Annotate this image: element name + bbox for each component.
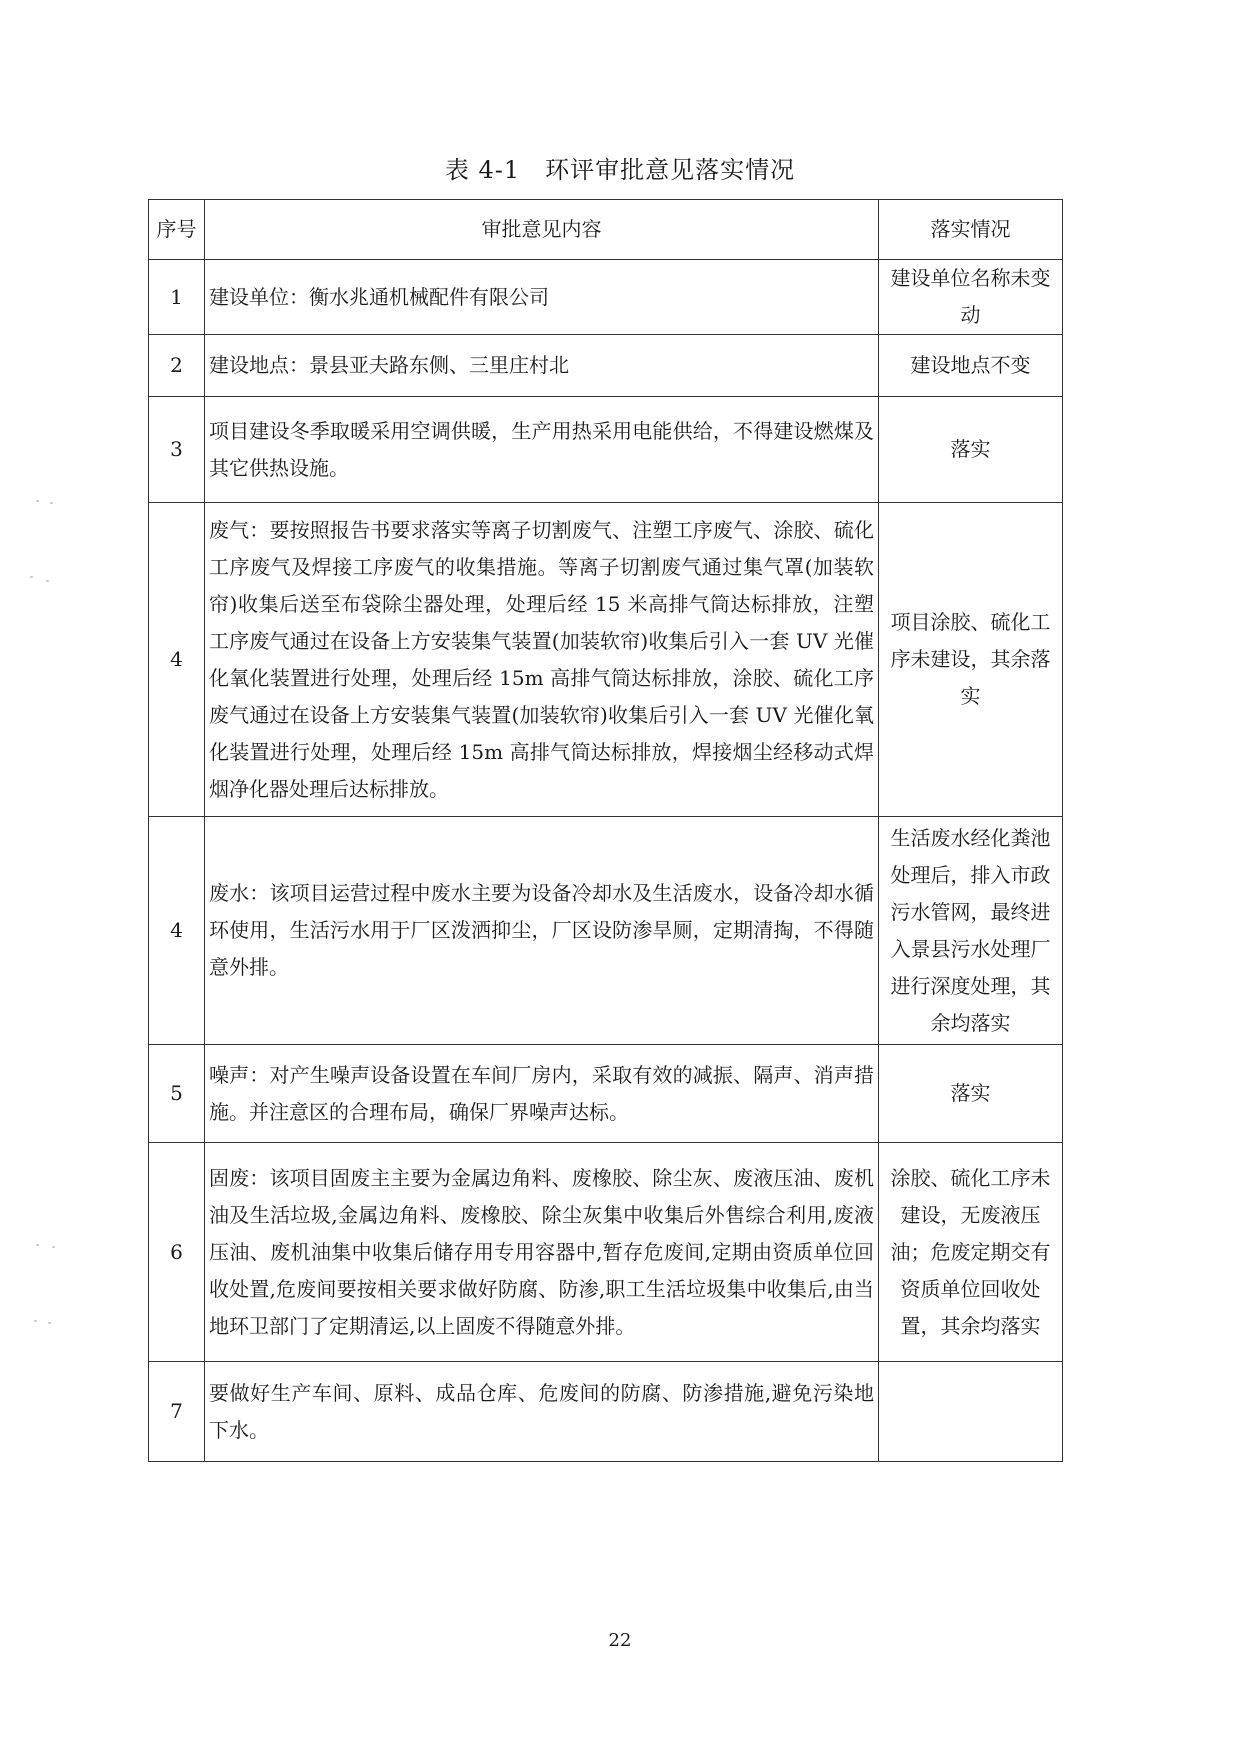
table-row	[149, 397, 1063, 503]
row-content: 废气：要按照报告书要求落实等离子切割废气、注塑工序废气、涂胶、硫化工序废气及焊接工序废气的收集措施。等离子切割废气通过集气罩(加装软帘)收集后送至布袋除尘器处理，处理后经 15 米高排气筒达标排放，注塑工序废气通过在设备上方安装集气装置(加装软帘)收集后引入一套 UV 光催化氧化装置进行处理，处理后经 15m 高排气筒达标排放，涂胶、硫化工序废气通过在设备上方安装集气装置(加装软帘)收集后引入一套 UV 光催化氧化装置进行处理，处理后经 15m 高排气筒达标排放，焊接烟尘经移动式焊烟净化器处理后达标排放。	[205, 503, 879, 817]
table-title: 表 4-1 环评审批意见落实情况	[444, 156, 796, 184]
row-seq: 3	[149, 397, 205, 503]
row-seq: 2	[149, 335, 205, 397]
row-seq: 4	[149, 817, 205, 1045]
scan-speck	[52, 1246, 55, 1248]
scan-speck	[30, 576, 33, 578]
row-status: 生活废水经化粪池处理后，排入市政污水管网，最终进入景县污水处理厂进行深度处理，其余均落实	[879, 817, 1063, 1045]
row-status: 项目涂胶、硫化工序未建设，其余落实	[879, 503, 1063, 817]
row-content: 项目建设冬季取暖采用空调供暖，生产用热采用电能供给，不得建设燃煤及其它供热设施。	[205, 397, 879, 503]
table-row	[149, 1143, 1063, 1362]
table-row	[149, 503, 1063, 817]
row-content: 建设地点：景县亚夫路东侧、三里庄村北	[205, 335, 879, 397]
row-status	[879, 1362, 1063, 1462]
scan-speck	[36, 1244, 39, 1246]
table-row	[149, 817, 1063, 1045]
approval-table	[148, 199, 1063, 1462]
page-number: 22	[608, 1630, 632, 1651]
scan-speck	[46, 580, 49, 582]
scan-speck	[50, 502, 53, 504]
row-content: 废水：该项目运营过程中废水主要为设备冷却水及生活废水，设备冷却水循环使用，生活污水用于厂区泼洒抑尘，厂区设防渗旱厕，定期清掏，不得随意外排。	[205, 817, 879, 1045]
scan-speck	[36, 500, 39, 502]
row-status: 建设地点不变	[879, 335, 1063, 397]
header-content: 审批意见内容	[205, 200, 879, 260]
row-seq: 6	[149, 1143, 205, 1362]
row-content: 要做好生产车间、原料、成品仓库、危废间的防腐、防渗措施,避免污染地下水。	[205, 1362, 879, 1462]
header-seq: 序号	[149, 200, 205, 260]
row-status: 落实	[879, 1045, 1063, 1143]
row-status: 落实	[879, 397, 1063, 503]
row-content: 建设单位：衡水兆通机械配件有限公司	[205, 260, 879, 335]
row-status: 建设单位名称未变动	[879, 260, 1063, 335]
row-seq: 7	[149, 1362, 205, 1462]
header-status: 落实情况	[879, 200, 1063, 260]
scan-speck	[48, 1322, 51, 1324]
row-seq: 4	[149, 503, 205, 817]
row-content: 噪声：对产生噪声设备设置在车间厂房内，采取有效的减振、隔声、消声措施。并注意区的合理布局，确保厂界噪声达标。	[205, 1045, 879, 1143]
row-seq: 1	[149, 260, 205, 335]
row-content: 固废：该项目固废主主要为金属边角料、废橡胶、除尘灰、废液压油、废机油及生活垃圾,金属边角料、废橡胶、除尘灰集中收集后外售综合利用,废液压油、废机油集中收集后储存用专用容器中,暂存危废间,定期由资质单位回收处置,危废间要按相关要求做好防腐、防渗,职工生活垃圾集中收集后,由当地环卫部门了定期清运,以上固废不得随意外排。	[205, 1143, 879, 1362]
table-header-row	[149, 200, 1063, 260]
table-row	[149, 1045, 1063, 1143]
table-row	[149, 260, 1063, 335]
scan-speck	[34, 1320, 37, 1322]
row-status: 涂胶、硫化工序未建设，无废液压油；危废定期交有资质单位回收处置，其余均落实	[879, 1143, 1063, 1362]
row-seq: 5	[149, 1045, 205, 1143]
table-row	[149, 335, 1063, 397]
table-row	[149, 1362, 1063, 1462]
